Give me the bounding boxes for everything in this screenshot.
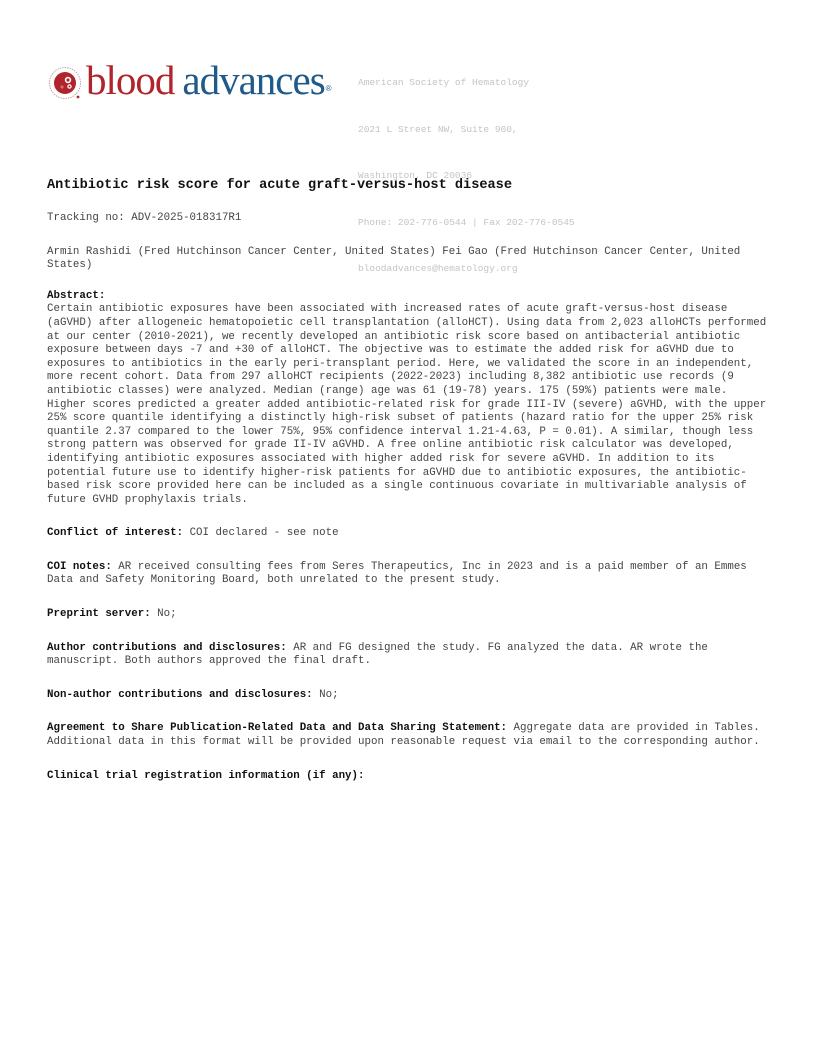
author-list: Armin Rashidi (Fred Hutchinson Cancer Center, United States) Fei Gao (Fred Hutchinson Cancer Center, United States)	[47, 245, 741, 272]
abstract-label: Abstract:	[47, 289, 106, 302]
section-value: AR received consulting fees from Seres Therapeutics, Inc in 2023 and is a paid member of an Emmes Data and Safety Monitoring Board, both unrelated to the present study.	[47, 560, 747, 587]
logo-text-advances: advances	[182, 57, 325, 103]
address-line-phone: Phone: 202-776-0544 | Fax 202-776-0545	[358, 216, 575, 228]
section-label: Agreement to Share Publication-Related Data and Data Sharing Statement	[47, 722, 501, 735]
conflict-of-interest-section: Conflict of interest: COI declared - see note	[47, 527, 339, 540]
section-label: Author contributions and disclosures	[47, 641, 281, 654]
section-label: Preprint server	[47, 608, 145, 621]
address-line-org: American Society of Hematology	[358, 77, 530, 88]
clinical-trial-registration-section: Clinical trial registration information (if any):	[47, 769, 365, 782]
manuscript-cover-page	[47, 177, 772, 803]
section-label: Clinical trial registration information (if any)	[47, 769, 359, 782]
address-line-city: Washington, DC 20036	[358, 170, 473, 181]
blood-advances-logo	[48, 57, 332, 103]
section-value: COI declared - see note	[189, 527, 339, 540]
section-value: Aggregate data are provided in Tables. Additional data in this format will be provided upon reasonable request via email to the corresponding author.	[47, 722, 760, 749]
abstract-text: Certain antibiotic exposures have been associated with increased rates of acute graft-versus-host disease (aGVHD) after allogeneic hematopoietic cell transplantation (alloHCT). Using data from 2,023 alloHCTs performed at our center (2010-2021), we recently developed an antibiotic risk score based on antibacterial antibiotic exposure between days -7 and +30 of alloHCT. The objective was to estimate the added risk for aGVHD due to exposures to antibiotics in the early peri-transplant period. Here, we validated the score in an independent, more recent cohort. Data from 297 alloHCT recipients (2022-2023) including 8,382 antibiotic use records (9 antibiotic classes) were analyzed. Median (range) age was 61 (19-78) years. 175 (59%) patients were male. Higher scores predicted a greater added antibiotic-related risk for grade III-IV (severe) aGVHD, with the upper 25% score quantile identifying a distinctly high-risk subset of patients (hazard ratio for the upper 25% risk quantile 2.37 compared to the lower 75%, 95% confidence interval 1.21-4.63, P = 0.01). A similar, though less strong pattern was observed for grade II-IV aGVHD. A free online antibiotic risk calculator was developed, identifying antibiotic exposures associated with higher added risk for severe aGVHD. In addition to its potential future use to identify higher-risk patients for aGVHD due to antibiotic exposures, the antibiotic-based risk score provided here can be included as a single continuous covariate in multivariable analysis of future GVHD prophylaxis trials.	[47, 303, 767, 506]
coi-notes-section: COI notes: AR received consulting fees from Seres Therapeutics, Inc in 2023 and is a paid member of an Emmes Data and Safety Monitoring Board, both unrelated to the present study.	[47, 560, 747, 587]
non-author-contributions-section: Non-author contributions and disclosures: No;	[47, 688, 339, 701]
section-label: Non-author contributions and disclosures	[47, 688, 307, 701]
section-value: No;	[319, 688, 339, 701]
section-value: No;	[157, 608, 177, 621]
article-title: Antibiotic risk score for acute graft-versus-host disease	[47, 178, 512, 193]
logo-text-blood: blood	[86, 57, 175, 103]
section-label: Conflict of interest	[47, 527, 177, 540]
author-contributions-section: Author contributions and disclosures: AR and FG designed the study. FG analyzed the data. AR wrote the manuscript. Both authors approved the final draft.	[47, 641, 708, 668]
address-line-street: 2021 L Street NW, Suite 900,	[358, 123, 518, 135]
data-sharing-section: Agreement to Share Publication-Related Data and Data Sharing Statement: Aggregate data are provided in Tables. Additional data in this format will be provided upon reasonable request via email to the corresponding author.	[47, 722, 760, 749]
preprint-server-section: Preprint server: No;	[47, 608, 177, 621]
section-label: COI notes	[47, 560, 106, 573]
section-value: AR and FG designed the study. FG analyzed the data. AR wrote the manuscript. Both authors approved the final draft.	[47, 641, 708, 668]
address-line-email[interactable]: bloodadvances@hematology.org	[358, 263, 518, 274]
ash-seal-icon	[48, 66, 82, 100]
tracking-number: Tracking no: ADV-2025-018317R1	[47, 212, 242, 224]
registered-mark: ®	[325, 84, 332, 93]
abstract-section	[47, 290, 772, 508]
